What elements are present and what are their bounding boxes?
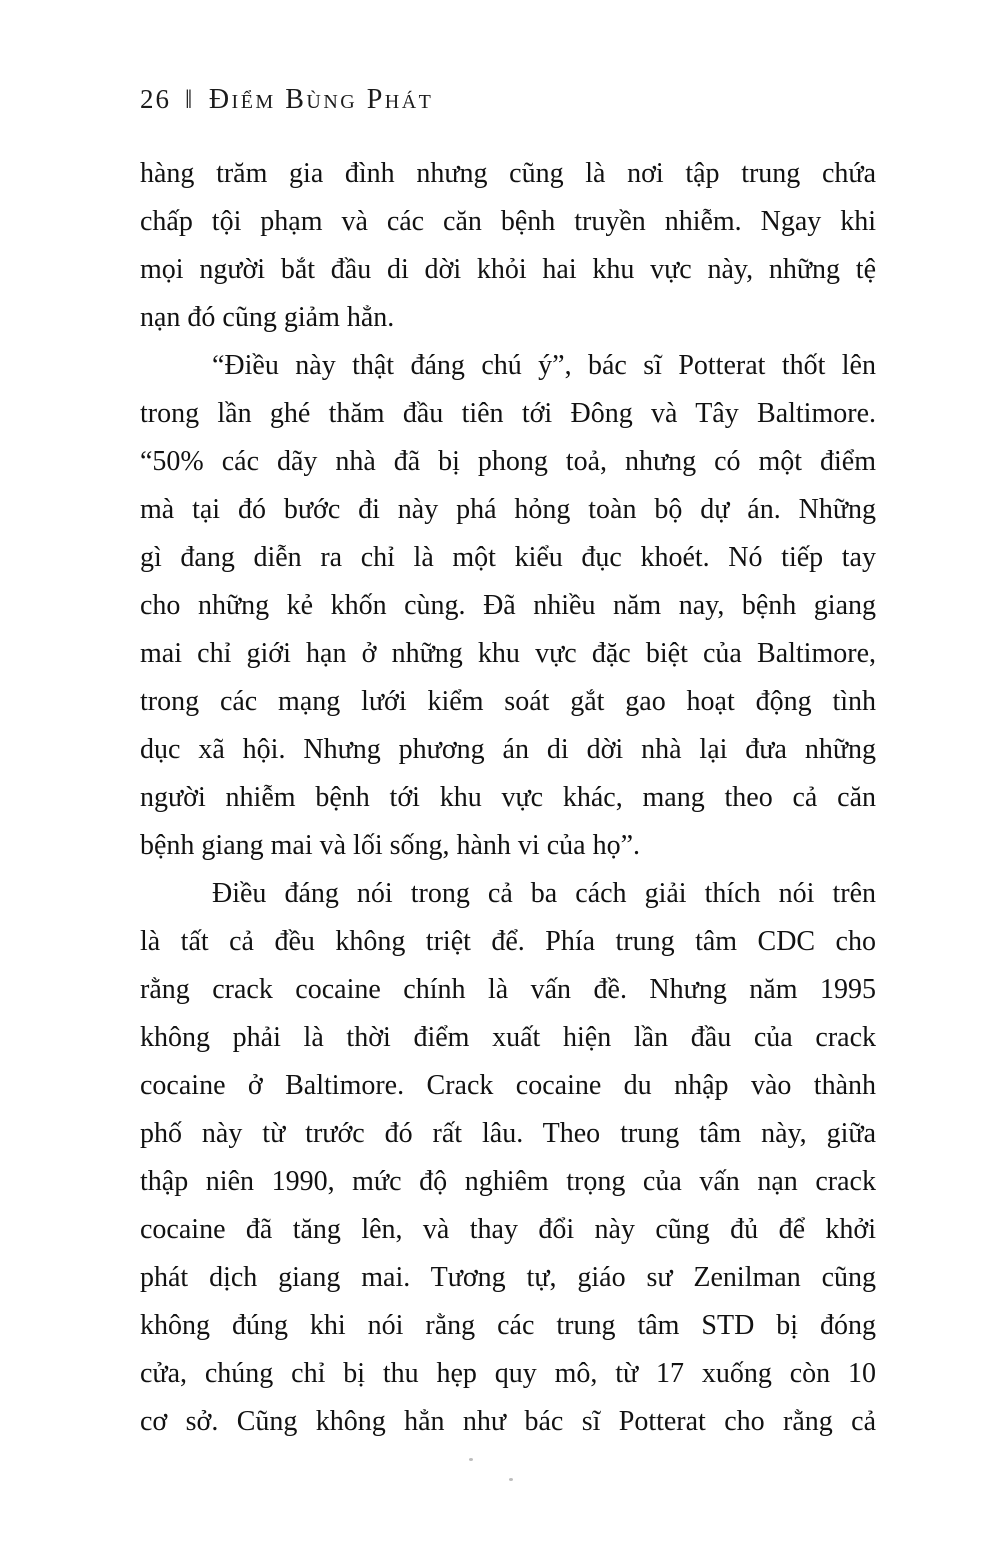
text-line: không phải là thời điểm xuất hiện lần đầu của crack bbox=[140, 1022, 876, 1053]
text-line: người nhiễm bệnh tới khu vực khác, mang theo cả căn bbox=[140, 782, 876, 813]
text-line: bệnh giang mai và lối sống, hành vi của họ”. bbox=[140, 830, 640, 861]
running-title: Điểm Bùng Phát bbox=[208, 84, 434, 115]
text-line: nạn đó cũng giảm hẳn. bbox=[140, 302, 395, 333]
text-line: cocaine đã tăng lên, và thay đổi này cũng đủ để khởi bbox=[140, 1214, 876, 1245]
text-line: trong các mạng lưới kiểm soát gắt gao hoạt động tình bbox=[140, 686, 876, 717]
text-line: Điều đáng nói trong cả ba cách giải thích nói trên bbox=[212, 878, 876, 909]
scan-speck bbox=[509, 1478, 513, 1481]
header-separator: ‖ bbox=[185, 85, 193, 114]
text-line: “Điều này thật đáng chú ý”, bác sĩ Potterat thốt lên bbox=[212, 350, 876, 381]
page-header bbox=[140, 84, 433, 116]
text-line: gì đang diễn ra chỉ là một kiểu đục khoét. Nó tiếp tay bbox=[140, 542, 876, 573]
text-line: mọi người bắt đầu di dời khỏi hai khu vực này, những tệ bbox=[140, 254, 876, 285]
text-line: mà tại đó bước đi này phá hỏng toàn bộ dự án. Những bbox=[140, 494, 876, 525]
text-line: chấp tội phạm và các căn bệnh truyền nhiễm. Ngay khi bbox=[140, 206, 876, 237]
text-line: rằng crack cocaine chính là vấn đề. Nhưng năm 1995 bbox=[140, 974, 876, 1005]
text-line: phát dịch giang mai. Tương tự, giáo sư Zenilman cũng bbox=[140, 1262, 876, 1293]
text-line: thập niên 1990, mức độ nghiêm trọng của vấn nạn crack bbox=[140, 1166, 876, 1197]
text-line: phố này từ trước đó rất lâu. Theo trung tâm này, giữa bbox=[140, 1118, 876, 1149]
text-line: là tất cả đều không triệt để. Phía trung tâm CDC cho bbox=[140, 926, 876, 957]
text-line: trong lần ghé thăm đầu tiên tới Đông và Tây Baltimore. bbox=[140, 398, 876, 429]
page-text bbox=[140, 150, 876, 1446]
page-number: 26 bbox=[140, 84, 171, 114]
scan-speck bbox=[469, 1458, 473, 1461]
text-line: không đúng khi nói rằng các trung tâm STD bị đóng bbox=[140, 1310, 876, 1341]
text-line: cocaine ở Baltimore. Crack cocaine du nhập vào thành bbox=[140, 1070, 876, 1101]
text-line: cơ sở. Cũng không hẳn như bác sĩ Potterat cho rằng cả bbox=[140, 1406, 876, 1437]
text-line: cho những kẻ khốn cùng. Đã nhiều năm nay, bệnh giang bbox=[140, 590, 876, 621]
text-line: dục xã hội. Nhưng phương án di dời nhà lại đưa những bbox=[140, 734, 876, 765]
text-line: mai chỉ giới hạn ở những khu vực đặc biệt của Baltimore, bbox=[140, 638, 876, 669]
text-line: cửa, chúng chỉ bị thu hẹp quy mô, từ 17 xuống còn 10 bbox=[140, 1358, 876, 1389]
text-line: hàng trăm gia đình nhưng cũng là nơi tập trung chứa bbox=[140, 158, 876, 189]
text-line: “50% các dãy nhà đã bị phong toả, nhưng có một điểm bbox=[140, 446, 876, 477]
